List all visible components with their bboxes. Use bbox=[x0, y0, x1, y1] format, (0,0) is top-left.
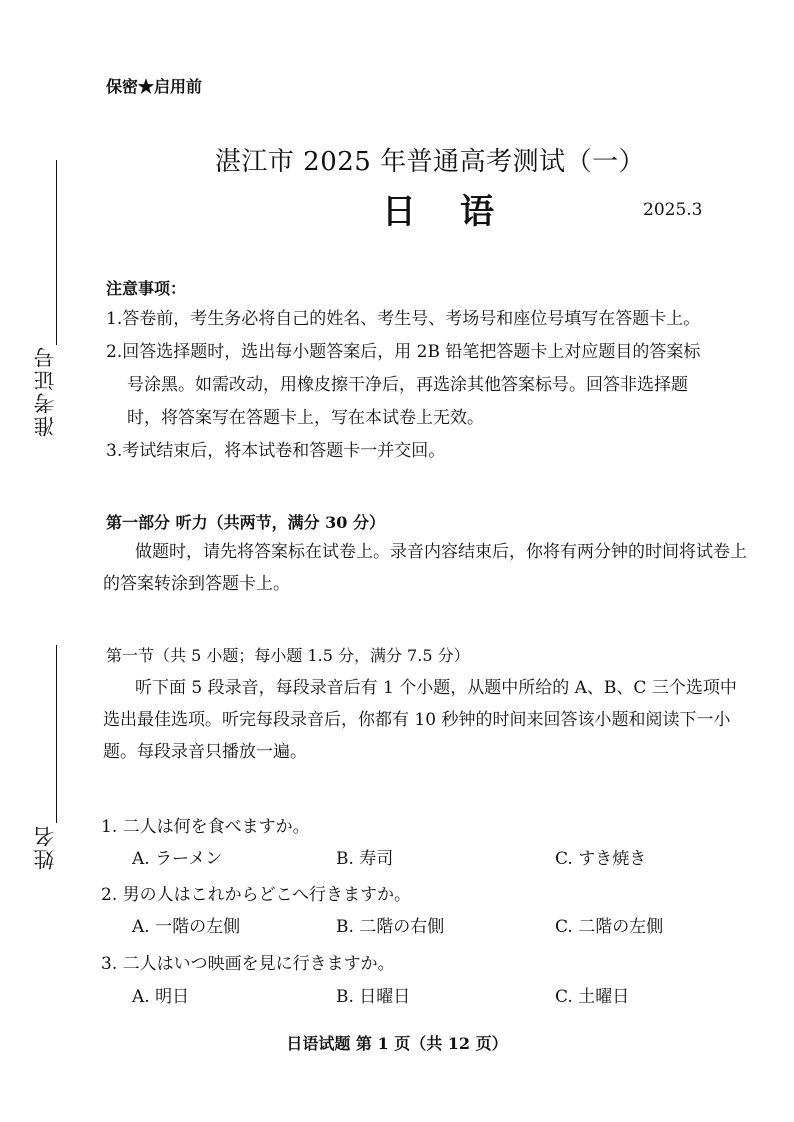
question-stem: 2. 男の人はこれからどこへ行きますか。 bbox=[101, 885, 411, 905]
section1-instruction: 听下面 5 段录音，每段录音后有 1 个小题，从题中所给的 A、B、C 三个选项中选出最佳选项。听完每段录音后，你都有 10 秒钟的时间来回答该小题和阅读下一小题。每段录音只播放一遍。 bbox=[103, 678, 737, 762]
option-b: B. 日曜日 bbox=[336, 987, 411, 1007]
exam-date: 2025.3 bbox=[643, 200, 703, 220]
notice-title: 注意事项： bbox=[106, 279, 187, 298]
notice-list bbox=[106, 303, 756, 468]
exam-id-label: 准考证号 bbox=[33, 345, 57, 437]
section1-heading: 第一节（共 5 小题；每小题 1.5 分，满分 7.5 分） bbox=[106, 646, 470, 665]
option-c: C. 二階の左側 bbox=[555, 917, 664, 937]
notice-item: 号涂黑。如需改动，用橡皮擦干净后，再选涂其他答案标号。回答非选择题 bbox=[127, 375, 688, 395]
option-a: A. 一階の左側 bbox=[132, 917, 241, 937]
option-c: C. すき焼き bbox=[555, 849, 647, 869]
name-label: 姓名 bbox=[33, 824, 57, 870]
option-b: B. 二階の右側 bbox=[336, 917, 445, 937]
exam-id-line bbox=[56, 160, 57, 345]
name-line bbox=[56, 645, 57, 823]
confidential-mark: 保密★启用前 bbox=[106, 77, 203, 96]
part1-instruction: 做题时，请先将答案标在试卷上。录音内容结束后，你将有两分钟的时间将试卷上的答案转涂到答题卡上。 bbox=[103, 542, 747, 594]
option-a: A. 明日 bbox=[132, 987, 190, 1007]
notice-item: 1.答卷前，考生务必将自己的姓名、考生号、考场号和座位号填写在答题卡上。 bbox=[106, 309, 701, 329]
option-a: A. ラーメン bbox=[132, 849, 223, 869]
subject-title: 日语 bbox=[382, 192, 538, 232]
page-footer: 日语试题 第 1 页（共 12 页） bbox=[286, 1034, 508, 1053]
option-c: C. 土曜日 bbox=[555, 987, 630, 1007]
notice-item: 2.回答选择题时，选出每小题答案后，用 2B 铅笔把答题卡上对应题目的答案标 bbox=[106, 342, 701, 362]
question-stem: 3. 二人はいつ映画を見に行きますか。 bbox=[101, 954, 395, 974]
notice-item: 时，将答案写在答题卡上，写在本试卷上无效。 bbox=[127, 408, 484, 428]
option-b: B. 寿司 bbox=[336, 849, 394, 869]
notice-item: 3.考试结束后，将本试卷和答题卡一并交回。 bbox=[106, 441, 446, 461]
question-stem: 1. 二人は何を食べますか。 bbox=[101, 817, 310, 837]
exam-title: 湛江市 2025 年普通高考测试（一） bbox=[214, 147, 646, 177]
part1-heading: 第一部分 听力（共两节，满分 30 分） bbox=[106, 513, 385, 532]
